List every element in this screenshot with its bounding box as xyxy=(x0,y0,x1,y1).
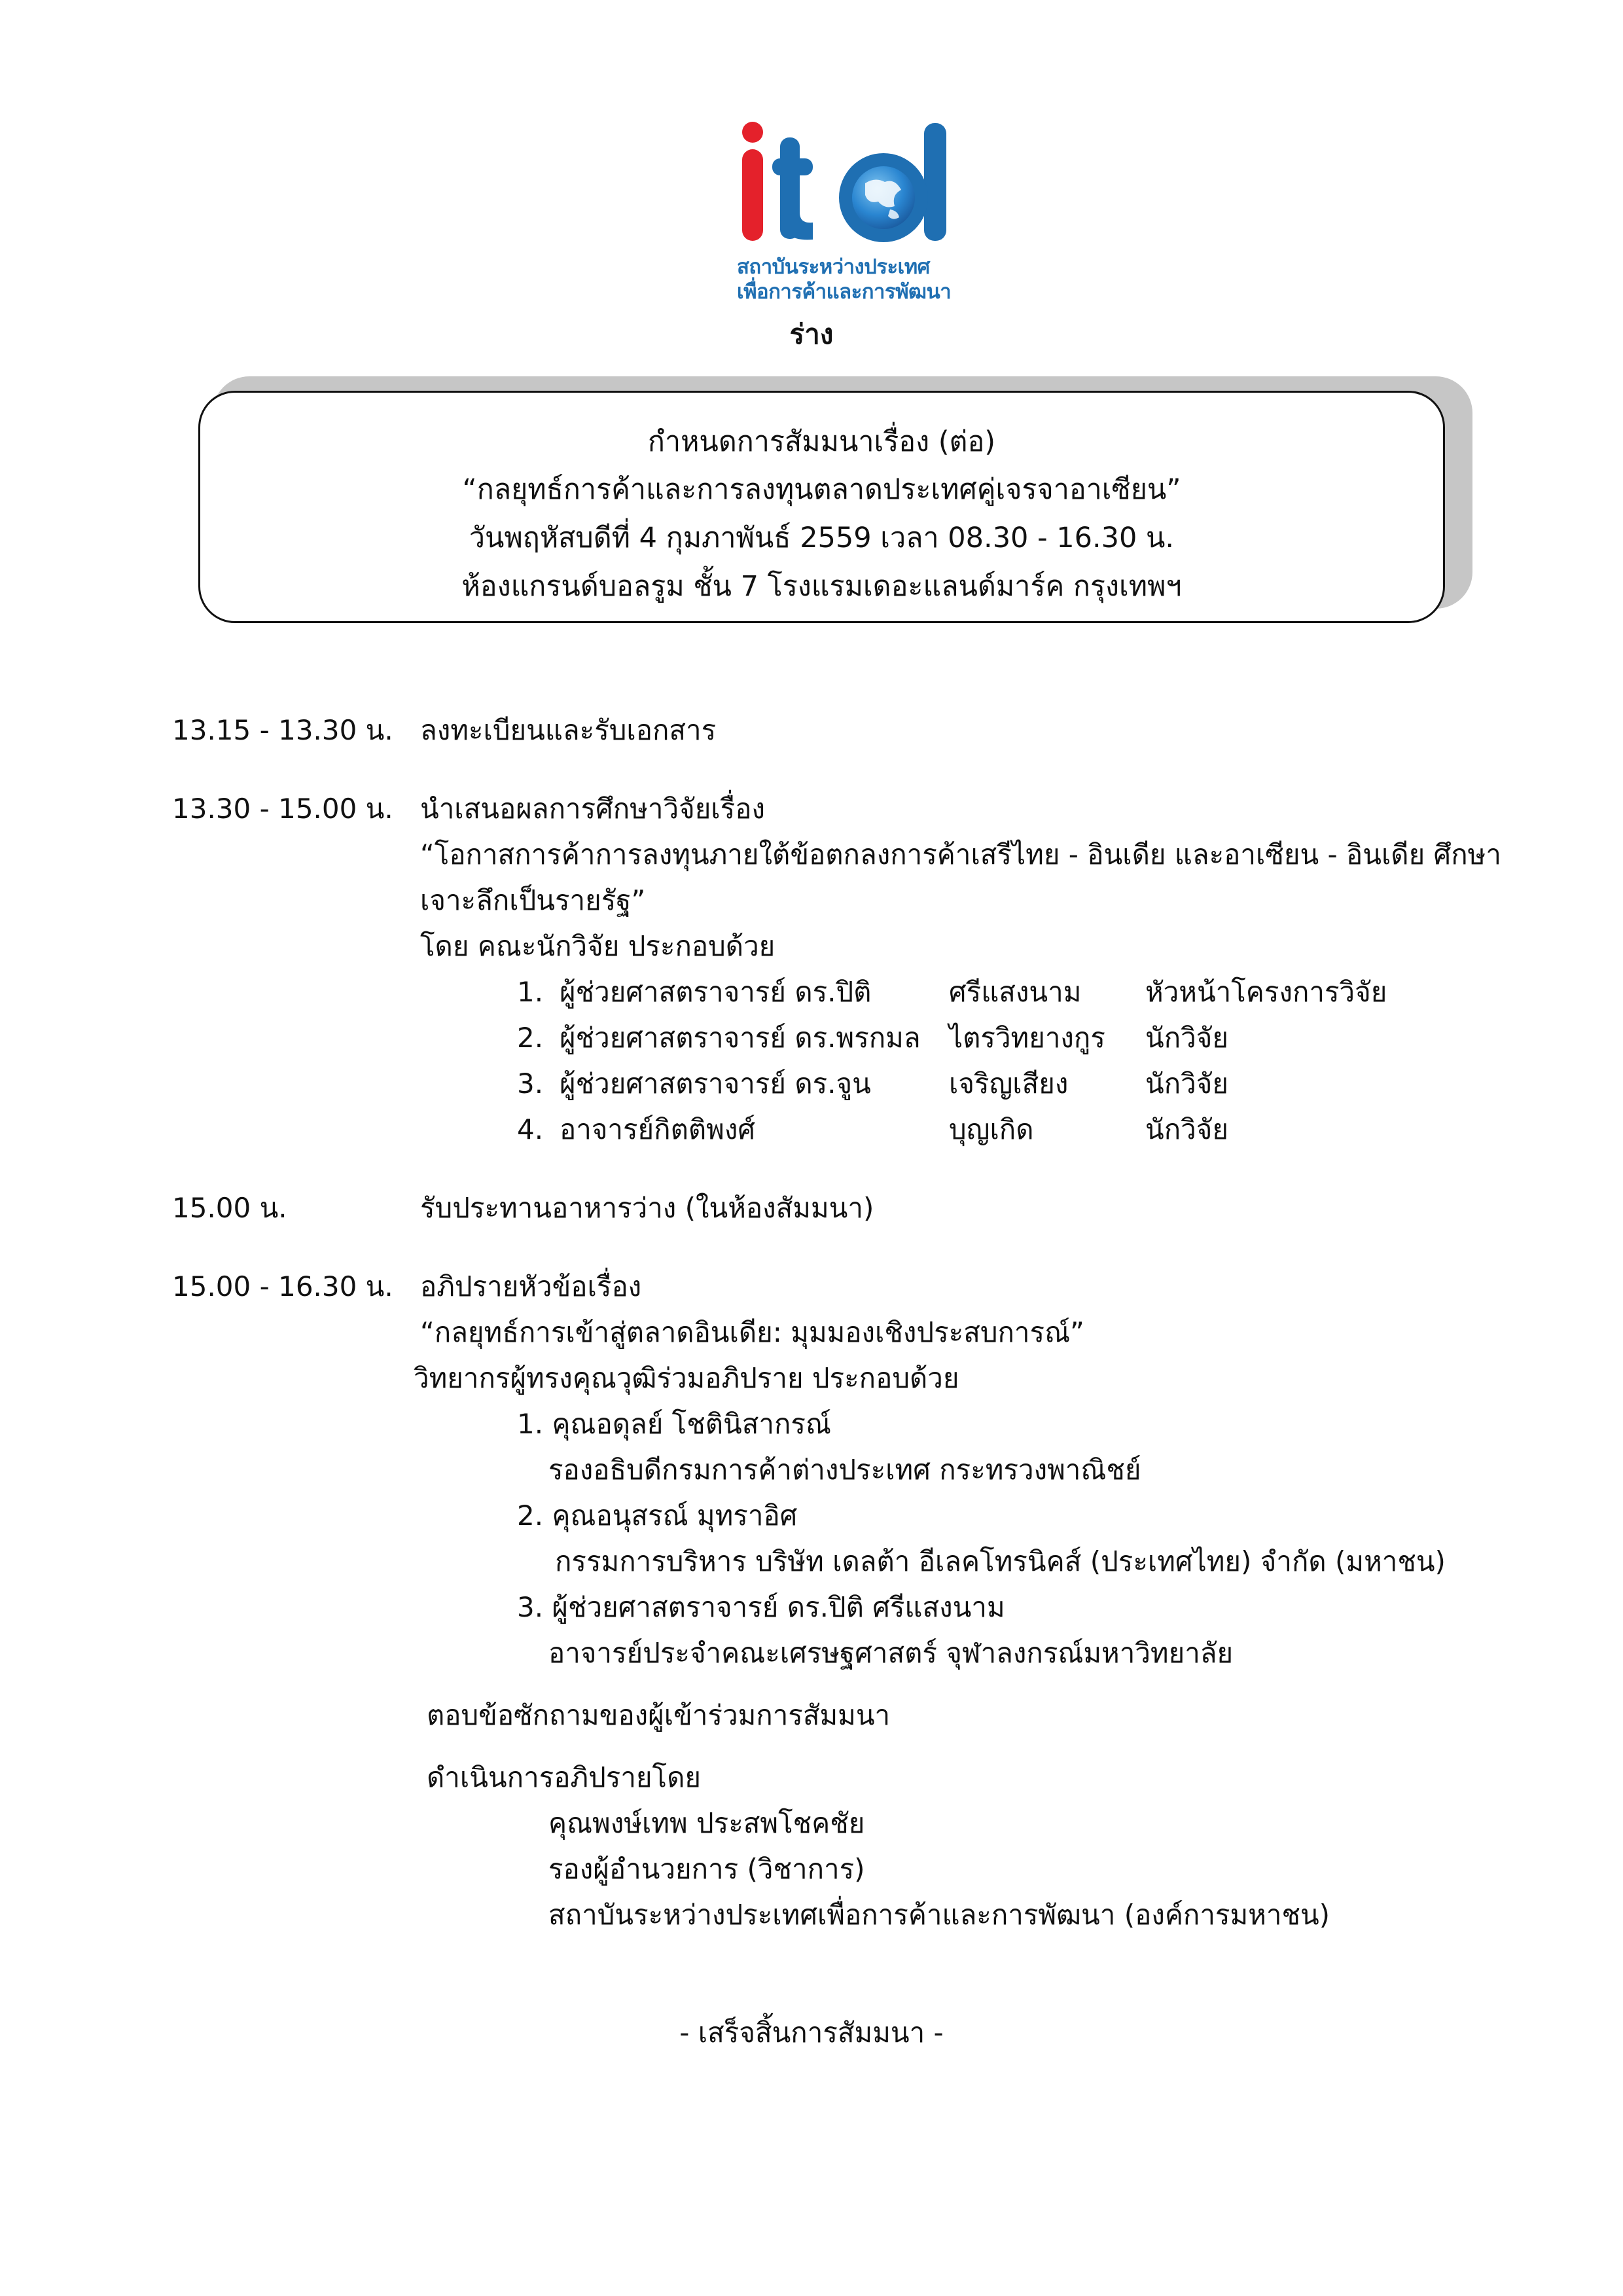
itd-logo-mark xyxy=(734,118,957,255)
draft-label: ร่าง xyxy=(789,318,834,350)
researcher-name: อาจารย์กิตติพงศ์ xyxy=(560,1113,756,1145)
researcher-role: นักวิจัย xyxy=(1145,1067,1228,1100)
title-line3: วันพฤหัสบดีที่ 4 กุมภาพันธ์ 2559 เวลา 08.30 - 16.30 น. xyxy=(469,522,1175,554)
researcher-role: หัวหน้าโครงการวิจัย xyxy=(1145,976,1387,1008)
moderator-label: ดำเนินการอภิปรายโดย xyxy=(427,1761,701,1793)
researcher-surname: เจริญเสียง xyxy=(949,1067,1069,1100)
moderator-organization: สถาบันระหว่างประเทศเพื่อการค้าและการพัฒนา (องค์การมหาชน) xyxy=(548,1899,1330,1931)
session2-time: 13.30 - 15.00 น. xyxy=(172,793,393,825)
title-line2: “กลยุทธ์การค้าและการลงทุนตลาดประเทศคู่เจรจาอาเซียน” xyxy=(462,473,1181,506)
panelist-name: 3. ผู้ช่วยศาสตราจารย์ ดร.ปิติ ศรีแสงนาม xyxy=(517,1591,1005,1623)
researcher-surname: บุญเกิด xyxy=(949,1113,1034,1145)
researcher-name: ผู้ช่วยศาสตราจารย์ ดร.ปิติ xyxy=(560,976,872,1008)
session4-topic: “กลยุทธ์การเข้าสู่ตลาดอินเดีย: มุมมองเชิงประสบการณ์” xyxy=(420,1316,1084,1348)
researcher-surname: ศรีแสงนาม xyxy=(949,976,1082,1008)
title-box xyxy=(198,391,1445,623)
session3-time: 15.00 น. xyxy=(172,1192,287,1224)
session1-title: ลงทะเบียนและรับเอกสาร xyxy=(420,714,717,746)
researcher-number: 1. xyxy=(517,976,544,1008)
researcher-name: ผู้ช่วยศาสตราจารย์ ดร.พรกมล xyxy=(560,1022,921,1054)
moderator-title: รองผู้อำนวยการ (วิชาการ) xyxy=(548,1853,865,1885)
session2-title: นำเสนอผลการศึกษาวิจัยเรื่อง xyxy=(420,793,765,825)
title-line1: กำหนดการสัมมนาเรื่อง (ต่อ) xyxy=(647,425,996,458)
researcher-number: 3. xyxy=(517,1067,544,1100)
session4-time: 15.00 - 16.30 น. xyxy=(172,1270,393,1302)
panelist-position: อาจารย์ประจำคณะเศรษฐศาสตร์ จุฬาลงกรณ์มหาวิทยาลัย xyxy=(548,1637,1234,1669)
title-line4: ห้องแกรนด์บอลรูม ชั้น 7 โรงแรมเดอะแลนด์มาร์ค กรุงเทพฯ xyxy=(461,570,1182,603)
researcher-number: 4. xyxy=(517,1113,544,1145)
researcher-role: นักวิจัย xyxy=(1145,1113,1228,1145)
panelist-name: 2. คุณอนุสรณ์ มุทราอิศ xyxy=(517,1499,798,1532)
panelist-name: 1. คุณอดุลย์ โชตินิสากรณ์ xyxy=(517,1408,831,1440)
researcher-surname: ไตรวิทยางกูร xyxy=(949,1022,1105,1054)
panel-intro: วิทยากรผู้ทรงคุณวุฒิร่วมอภิปราย ประกอบด้วย xyxy=(414,1362,959,1394)
session2-topic-line1: “โอกาสการค้าการลงทุนภายใต้ข้อตกลงการค้าเสรีไทย - อินเดีย และอาเซียน - อินเดีย ศึกษา xyxy=(420,838,1501,870)
researcher-name: ผู้ช่วยศาสตราจารย์ ดร.จูน xyxy=(560,1067,871,1100)
session2-by: โดย คณะนักวิจัย ประกอบด้วย xyxy=(420,930,776,962)
end-of-seminar: - เสร็จสิ้นการสัมมนา - xyxy=(679,2017,944,2049)
panelist-position: กรรมการบริหาร บริษัท เดลต้า อีเลคโทรนิคส์ (ประเทศไทย) จำกัด (มหาชน) xyxy=(555,1545,1446,1577)
session4-title: อภิปรายหัวข้อเรื่อง xyxy=(420,1270,642,1302)
moderator-name: คุณพงษ์เทพ ประสพโชคชัย xyxy=(548,1807,865,1839)
researcher-number: 2. xyxy=(517,1022,544,1054)
session1-time: 13.15 - 13.30 น. xyxy=(172,714,393,746)
researcher-role: นักวิจัย xyxy=(1145,1022,1228,1054)
session2-topic-line2: เจาะลึกเป็นรายรัฐ” xyxy=(420,884,646,916)
panelist-position: รองอธิบดีกรมการค้าต่างประเทศ กระทรวงพาณิชย์ xyxy=(548,1454,1141,1486)
itd-logo xyxy=(734,118,957,308)
logo-text-line2: เพื่อการค้าและการพัฒนา xyxy=(737,280,952,304)
session3-title: รับประทานอาหารว่าง (ในห้องสัมมนา) xyxy=(420,1192,874,1224)
logo-text-line1: สถาบันระหว่างประเทศ xyxy=(737,255,930,279)
qa-session: ตอบข้อซักถามของผู้เข้าร่วมการสัมมนา xyxy=(427,1699,891,1731)
